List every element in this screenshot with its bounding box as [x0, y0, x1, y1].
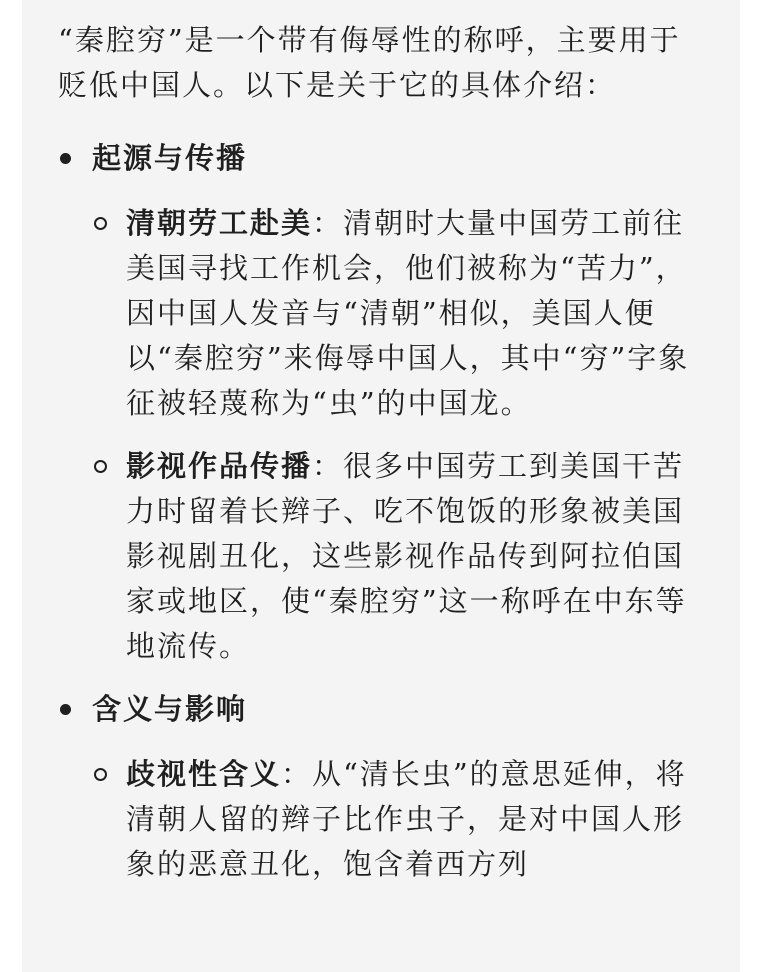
section-title: 含义与影响	[92, 692, 248, 726]
list-item	[92, 201, 698, 426]
section-origin	[58, 136, 698, 669]
bullet-circle-icon	[94, 217, 107, 230]
intro-paragraph: “秦腔穷”是一个带有侮辱性的称呼，主要用于贬低中国人。以下是关于它的具体介绍：	[58, 23, 681, 102]
item-term: 清朝劳工赴美	[126, 206, 313, 240]
section-list	[58, 136, 698, 887]
item-colon: ：	[312, 206, 344, 240]
list-item	[92, 444, 698, 669]
subsection-list	[92, 201, 698, 669]
item-text: 清朝时大量中国劳工前往美国寻找工作机会，他们被称为“苦力”，因中国人发音与“清朝”相似，美国人便以“秦腔穷”来侮辱中国人，其中“穷”字象征被轻蔑称为“虫”的中国龙。	[126, 206, 690, 420]
list-item	[92, 752, 698, 887]
section-title: 起源与传播	[92, 141, 248, 175]
bullet-circle-icon	[94, 460, 107, 473]
bullet-disc-icon	[60, 704, 71, 715]
subsection-list	[92, 752, 698, 887]
section-meaning	[58, 687, 698, 887]
item-text: 很多中国劳工到美国干苦力时留着长辫子、吃不饱饭的形象被美国影视剧丑化，这些影视作品传到阿拉伯国家或地区，使“秦腔穷”这一称呼在中东等地流传。	[126, 449, 687, 663]
item-colon: ：	[312, 449, 344, 483]
bullet-disc-icon	[60, 153, 71, 164]
item-term: 歧视性含义	[126, 757, 282, 791]
answer-card	[22, 0, 740, 972]
item-text: 从“清长虫”的意思延伸，将清朝人留的辫子比作虫子，是对中国人形象的恶意丑化，饱含着西方列	[126, 757, 687, 881]
item-colon: ：	[281, 757, 313, 791]
item-term: 影视作品传播	[126, 449, 313, 483]
bullet-circle-icon	[94, 768, 107, 781]
answer-content	[58, 18, 698, 905]
